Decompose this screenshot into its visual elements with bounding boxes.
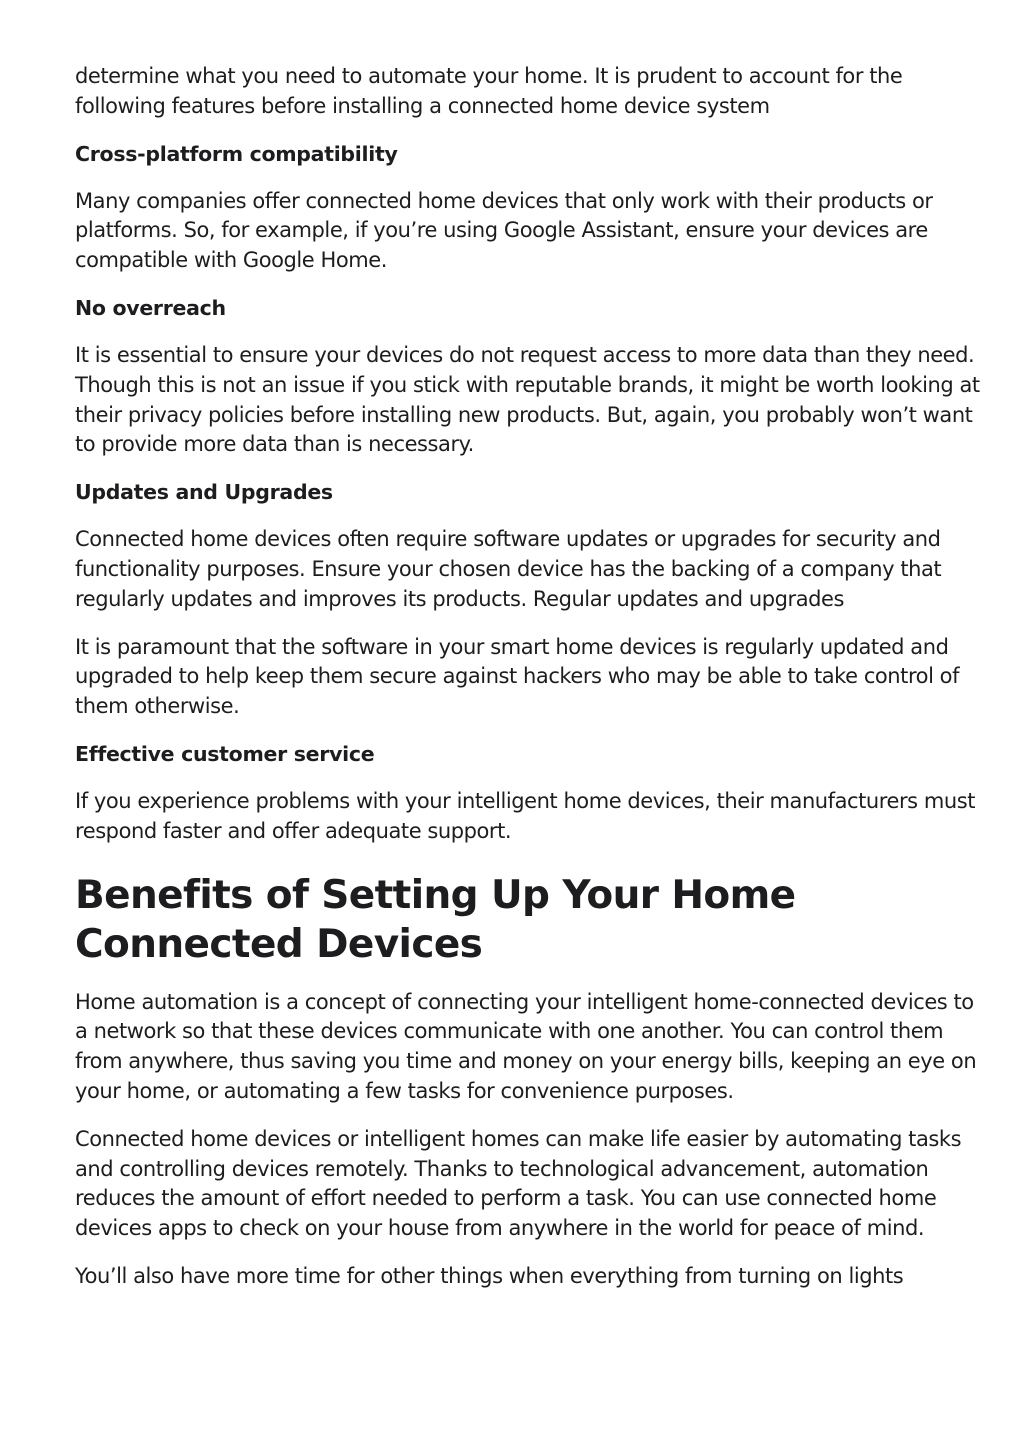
benefits-paragraph-2: Connected home devices or intelligent homes can make life easier by automating tasks and controlling devices remotely. Thanks to technological advancement, automation reduces the amount of effort needed to perform a task. You can use connected home devices apps to check on your house from anywhere in the world for peace of mind.: [75, 1126, 962, 1241]
paragraph-effective-customer-service: If you experience problems with your intelligent home devices, their manufacturers must respond faster and offer adequate support.: [75, 788, 976, 843]
paragraph-no-overreach: It is essential to ensure your devices do not request access to more data than they need. Though this is not an issue if you stick with reputable brands, it might be worth looking at their privacy policies before installing new products. But, again, you probably won’t want to provide more data than is necessary.: [75, 342, 980, 457]
heading-effective-customer-service: Effective customer service: [75, 741, 375, 766]
intro-paragraph: determine what you need to automate your home. It is prudent to account for the following features before installing a connected home device system: [75, 64, 903, 118]
benefits-paragraph-3: You’ll also have more time for other things when everything from turning on lights: [75, 1263, 904, 1288]
benefits-title: Benefits of Setting Up Your Home Connected Devices: [75, 872, 796, 967]
heading-cross-platform-compatibility: Cross-platform compatibility: [75, 141, 398, 166]
document-page: [75, 62, 980, 1310]
paragraph-updates-and-upgrades-1: Connected home devices often require software updates or upgrades for security and functionality purposes. Ensure your chosen device has the backing of a company that regularly updates and improves its products. Regular updates and upgrades: [75, 527, 942, 611]
heading-updates-and-upgrades: Updates and Upgrades: [75, 480, 333, 505]
heading-no-overreach: No overreach: [75, 295, 226, 320]
benefits-paragraph-1: Home automation is a concept of connecting your intelligent home-connected devices to a network so that these devices communicate with one another. You can control them from anywhere, thus saving you time and money on your energy bills, keeping an eye on your home, or automating a few tasks for convenience purposes.: [75, 989, 977, 1103]
paragraph-cross-platform-compatibility: Many companies offer connected home devices that only work with their products or platforms. So, for example, if you’re using Google Assistant, ensure your devices are compatible with Google Home.: [75, 188, 933, 273]
paragraph-updates-and-upgrades-2: It is paramount that the software in your smart home devices is regularly updated and upgraded to help keep them secure against hackers who may be able to take control of them otherwise.: [75, 634, 960, 719]
